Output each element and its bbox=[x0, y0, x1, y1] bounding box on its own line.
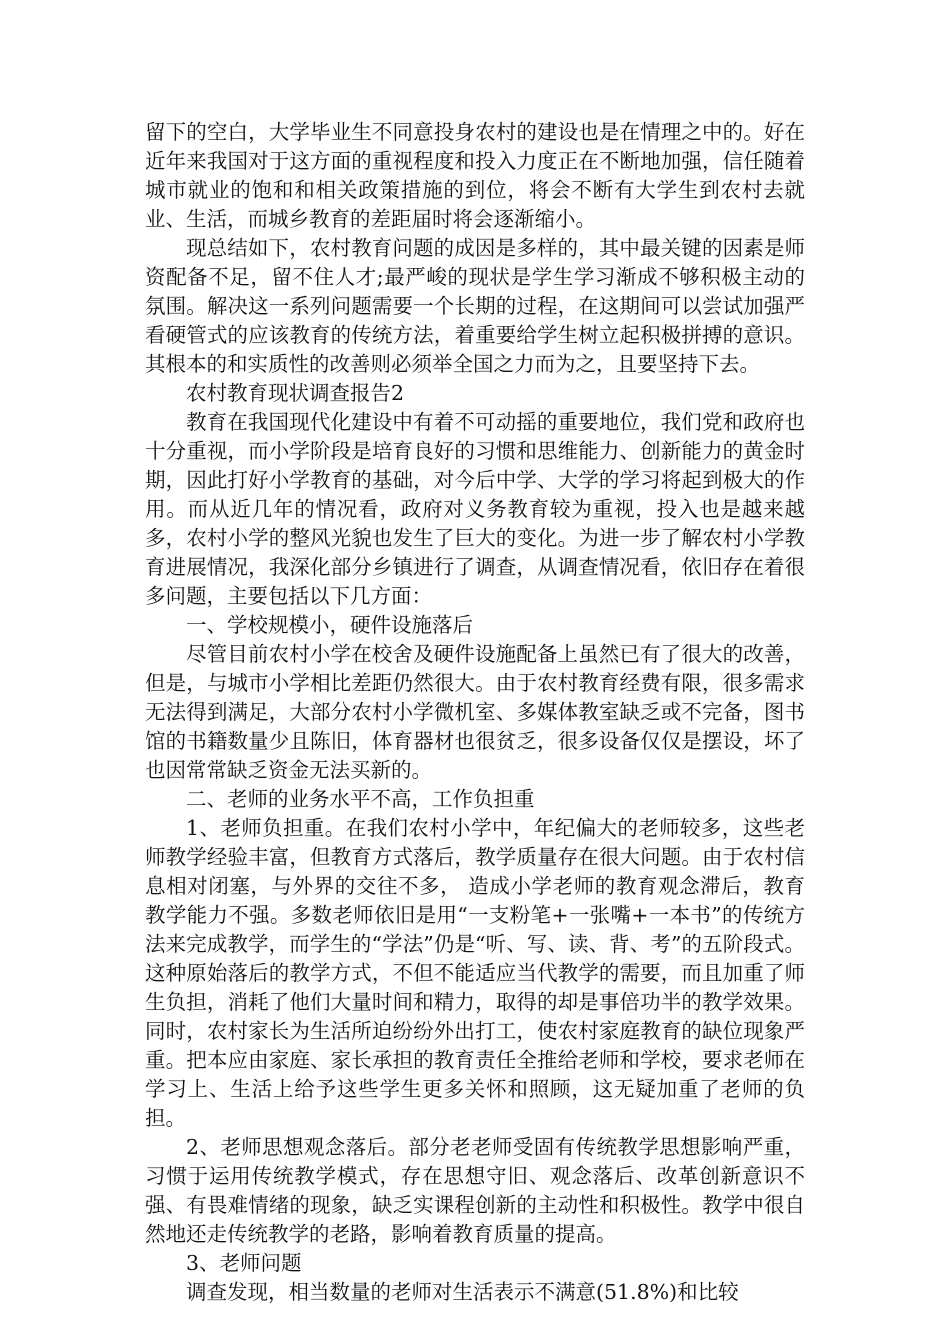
paragraph-summary: 现总结如下，农村教育问题的成因是多样的，其中最关键的因素是师资配备不足，留不住人才;最严峻的现状是学生学习渐成不够积极主动的氛围。解决这一系列问题需要一个长期的过程，在这期间可以尝试加强严看硬管式的应该教育的传统方法，着重要给学生树立起积极拼搏的意识。其根本的和实质性的改善则必须举全国之力而为之，且要坚持下去。 bbox=[145, 236, 805, 376]
paragraph-continued: 留下的空白，大学毕业生不同意投身农村的建设也是在情理之中的。好在近年来我国对于这方面的重视程度和投入力度正在不断地加强，信任随着城市就业的饱和和相关政策措施的到位，将会不断有大学生到农村去就业、生活，而城乡教育的差距届时将会逐渐缩小。 bbox=[145, 120, 805, 231]
paragraph-teacher-ideas: 2、老师思想观念落后。部分老老师受固有传统教学思想影响严重，习惯于运用传统教学模式，存在思想守旧、观念落后、改革创新意识不强、有畏难情绪的现象，缺乏实课程创新的主动性和积极性。教学中很自然地还走传统教学的老路，影响着教育质量的提高。 bbox=[145, 1135, 805, 1246]
section-heading-2: 二、老师的业务水平不高，工作负担重 bbox=[186, 787, 535, 811]
paragraph-intro: 教育在我国现代化建设中有着不可动摇的重要地位，我们党和政府也十分重视，而小学阶段是培育良好的习惯和思维能力、创新能力的黄金时期，因此打好小学教育的基础，对今后中学、大学的学习将起到极大的作用。而从近几年的情况看，政府对义务教育较为重视，投入也是越来越多，农村小学的整风光貌也发生了巨大的变化。为进一步了解农村小学教育进展情况，我深化部分乡镇进行了调查，从调查情况看，依旧存在着很多问题，主要包括以下几方面： bbox=[145, 410, 805, 608]
paragraph-survey: 调查发现，相当数量的老师对生活表示不满意(51.8%)和比较 bbox=[186, 1280, 739, 1304]
section-heading-1: 一、学校规模小，硬件设施落后 bbox=[186, 613, 473, 637]
report-title: 农村教育现状调查报告2 bbox=[186, 381, 405, 405]
paragraph-teacher-burden: 1、老师负担重。在我们农村小学中，年纪偏大的老师较多，这些老师教学经验丰富，但教育方式落后，教学质量存在很大问题。由于农村信息相对闭塞，与外界的交往不多， 造成小学老师的教育观念滞后，教育教学能力不强。多数老师依旧是用“一支粉笔+一张嘴+一本书”的传统方法来完成教学，而学生的“学法”仍是“听、写、读、背、考”的五阶段式。这种原始落后的教学方式，不但不能适应当代教学的需要，而且加重了师生负担，消耗了他们大量时间和精力，取得的却是事倍功半的教学效果。同时，农村家长为生活所迫纷纷外出打工，使农村家庭教育的缺位现象严重。把本应由家庭、家长承担的教育责任全推给老师和学校，要求老师在学习上、生活上给予这些学生更多关怀和照顾，这无疑加重了老师的负担。 bbox=[145, 816, 805, 1130]
document-page bbox=[145, 118, 805, 1307]
paragraph-facilities: 尽管目前农村小学在校舍及硬件设施配备上虽然已有了很大的改善，但是，与城市小学相比差距仍然很大。由于农村教育经费有限，很多需求无法得到满足，大部分农村小学微机室、多媒体教室缺乏或不完备，图书馆的书籍数量少且陈旧，体育器材也很贫乏，很多设备仅仅是摆设，坏了也因常常缺乏资金无法买新的。 bbox=[145, 642, 805, 782]
sub-heading-teacher-issues: 3、老师问题 bbox=[186, 1251, 302, 1275]
